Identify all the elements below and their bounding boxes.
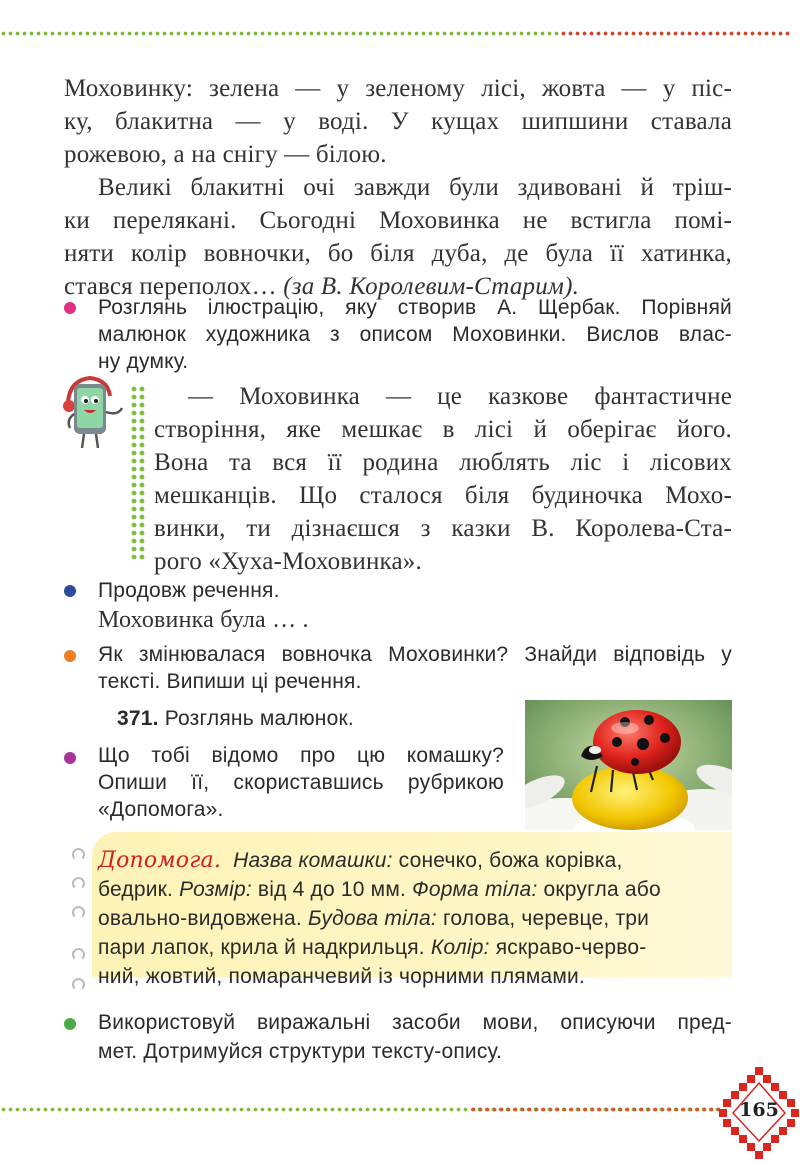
story-paragraph-2 [64,171,732,303]
ring-icon [72,877,85,890]
help-label: Назва комашки: [233,849,393,872]
text-line: рого «Хуха-Моховинка». [154,548,422,575]
task-1 [98,294,732,375]
text-line: винки, ти дізнаєшся з казки В. Королева-Ста- [154,515,732,542]
task-2-continuation: Моховинка була … . [98,607,309,633]
page-number: 165 [739,1099,779,1121]
text-line: няти колір вовночки, бо біля дуба, де була її хатинка, [64,240,732,267]
help-label: Колір: [430,936,490,959]
help-text: голова, черевце, три [436,907,650,930]
text-fragment: стався переполох… [64,273,277,300]
orange-bullet-icon [64,650,76,662]
help-line [98,933,708,962]
help-text: округла або [537,878,661,901]
blue-bullet-icon [64,585,76,597]
help-text: пари лапок, крила й надкрильця. [98,936,431,959]
text-line: Опиши її, скориставшись рубрикою [98,771,504,794]
top-ornament-border-red [560,30,790,38]
help-text: яскраво-черво- [489,936,647,959]
mascot-text [154,380,732,578]
help-text: овально-видовжена. [98,907,308,930]
notebook-rings-decoration [72,848,84,998]
help-label: Розмір: [179,878,252,901]
text-line: «Допомога». [98,798,224,821]
help-label: Будова тіла: [307,907,437,930]
exercise-title: Розглянь малюнок. [164,707,354,730]
text-line: мет. Дотримуйся структури тексту-опису. [98,1040,503,1063]
green-bullet-icon [64,1018,76,1030]
ring-icon [72,978,85,991]
task-2: Продовж речення. [98,579,280,602]
text-line: Використовуй виражальні засоби мови, описуючи пред- [98,1011,732,1034]
text-line: Великі блакитні очі завжди були здивовані й тріш- [98,174,732,201]
text-line: — Моховинка — це казкове фантастичне [188,383,732,410]
text-line: малюнок художника з описом Моховинки. Вислов влас- [98,323,732,346]
green-dotted-divider [130,385,146,560]
text-line: Як змінювалася вовночка Моховинки? Знайди відповідь у [98,643,732,666]
exercise-371-heading [117,705,517,732]
pink-bullet-icon [64,302,76,314]
exercise-number: 371. [117,707,159,730]
ladybug-photo [525,700,732,830]
task-4 [98,1008,732,1066]
text-line: Моховинку: зелена — у зеленому лісі, жовта — у піс- [64,75,732,102]
text-line: Розглянь ілюстрацію, яку створив А. Щербак. Порівняй [98,296,732,319]
text-line: мешканців. Що сталося біля будиночка Мохо- [154,482,732,509]
help-line [98,904,708,933]
text-line: ки перелякані. Сьогодні Моховинка не встигла помі- [64,207,732,234]
text-line: ку, блакитна — у воді. У кущах шипшини ставала [64,108,732,135]
text-line: створіння, яке мешкає в лісі й оберігає його. [154,416,732,443]
text-line: ну думку. [98,350,189,373]
task-3 [98,641,732,695]
help-text: від 4 до 10 мм. [251,878,413,901]
ring-icon [72,848,85,861]
text-line: Вона та вся її родина люблять ліс і лісових [154,449,732,476]
story-paragraph-1 [64,72,732,171]
exercise-question [98,742,504,823]
text-line: тексті. Випиши ці речення. [98,670,362,693]
help-line: ний, жовтий, помаранчевий із чорними плямами. [98,965,585,988]
purple-bullet-icon [64,752,76,764]
help-text: сонечко, божа корівка, [392,849,623,872]
page-number-ornament [717,1065,800,1160]
help-label: Форма тіла: [412,878,538,901]
help-text: бедрик. [98,878,180,901]
phone-mascot-icon [60,372,130,452]
text-line: рожевою, а на снігу — білою. [64,141,387,168]
ring-icon [72,906,85,919]
help-line [98,846,708,875]
ring-icon [72,948,85,961]
attribution: (за В. Королевим-Старим). [283,273,580,300]
help-line [98,875,708,904]
text-line: Що тобі відомо про цю комашку? [98,744,504,767]
bottom-ornament-border-red [470,1106,720,1114]
help-content [98,846,708,991]
help-heading: Допомога. [98,848,222,873]
